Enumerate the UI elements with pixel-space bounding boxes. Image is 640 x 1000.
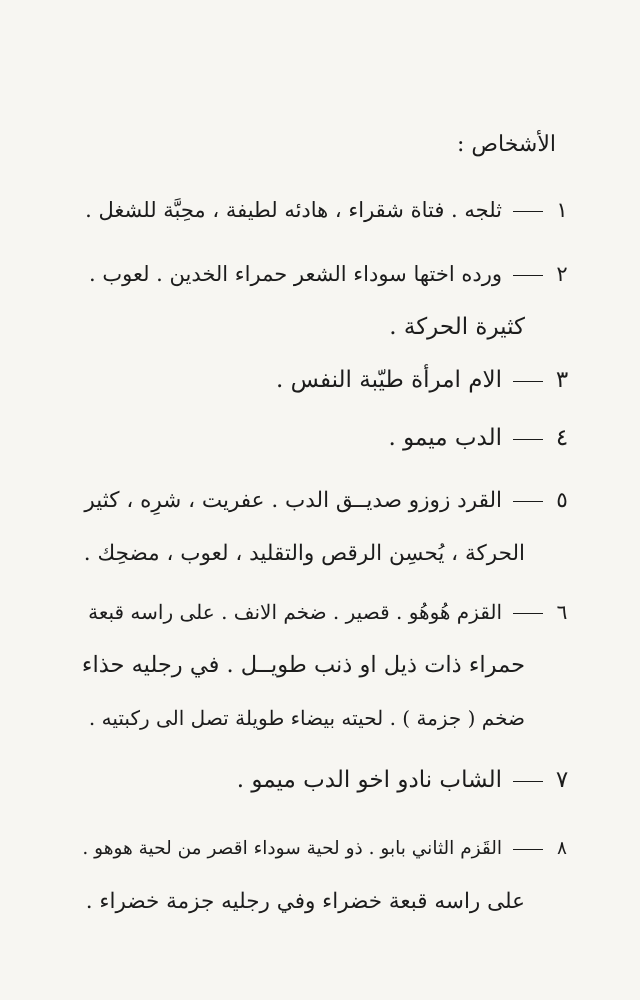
item-text: القرد زوزو صديــق الدب . عفريت ، شرِه ، كثير: [84, 488, 502, 513]
item-dash: [513, 849, 543, 850]
item-dash: [513, 381, 543, 382]
item-text-continued: ضخم ( جزمة ) . لحيته بيضاء طويلة تصل الى ركبتيه .: [88, 706, 525, 730]
list-item: [80, 754, 578, 807]
item-number: ٣: [555, 367, 569, 393]
item-text: الشاب نادو اخو الدب ميمو .: [236, 767, 502, 793]
item-dash: [513, 211, 543, 212]
list-item: [80, 354, 578, 407]
item-dash: [513, 501, 543, 502]
item-text: القَزم الثاني بابو . ذو لحية سوداء اقصر من لحية هوهو .: [82, 838, 502, 859]
list-item: [80, 184, 578, 237]
item-text: القزم هُوهُو . قصير . ضخم الانف . على راسه قبعة: [88, 600, 502, 624]
list-item: [80, 822, 578, 928]
item-number: ٤: [555, 425, 569, 451]
item-text-continued: حمراء ذات ذيل او ذنب طويــل . في رجليه حذاء: [81, 652, 525, 678]
list-item: [80, 412, 578, 465]
list-item: [80, 248, 578, 354]
item-number: ٢: [556, 262, 568, 286]
item-dash: [513, 439, 543, 440]
item-dash: [513, 275, 543, 276]
list-item: [80, 586, 578, 745]
item-number: ٨: [557, 838, 567, 859]
item-text: الام امرأة طيّبة النفس .: [276, 367, 502, 393]
page-heading: الأشخاص :: [457, 132, 556, 157]
item-number: ٥: [556, 488, 568, 513]
item-text: الدب ميمو .: [388, 425, 502, 451]
item-dash: [513, 613, 543, 614]
item-text: ثلجه . فتاة شقراء ، هادئه لطيفة ، محِبَّة للشغل .: [85, 198, 502, 222]
item-number: ٦: [556, 600, 568, 624]
item-text: ورده اختها سوداء الشعر حمراء الخدين . لعوب .: [88, 262, 502, 286]
item-text-continued: كثيرة الحركة .: [389, 314, 525, 340]
item-text-continued: الحركة ، يُحسِن الرقص والتقليد ، لعوب ، مضحِك .: [83, 541, 525, 566]
item-text-continued: على راسه قبعة خضراء وفي رجليه جزمة خضراء .: [85, 889, 525, 914]
item-number: ٧: [555, 767, 569, 793]
item-number: ١: [556, 198, 568, 222]
item-dash: [513, 781, 543, 782]
list-item: [80, 474, 578, 580]
